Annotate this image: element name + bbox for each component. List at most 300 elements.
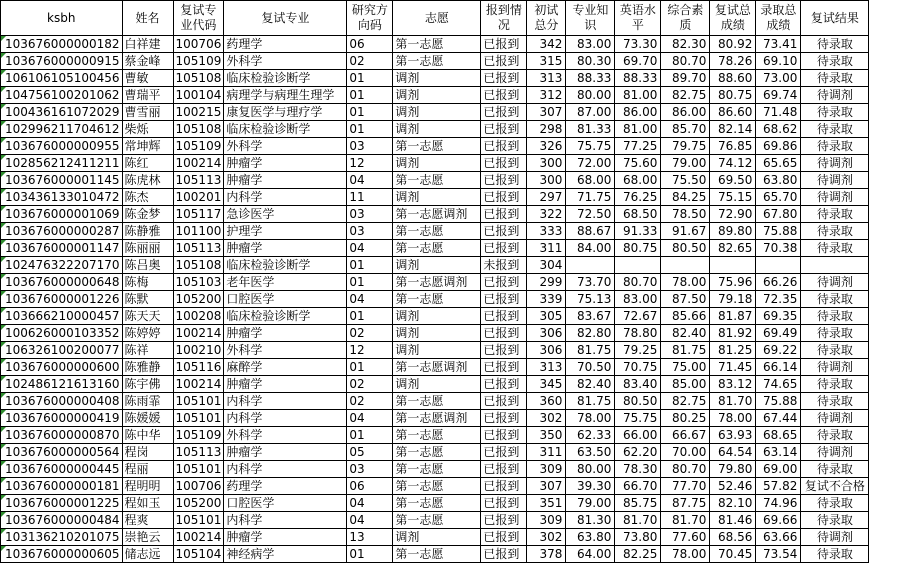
admission-total-cell[interactable]: 69.22 <box>756 342 801 359</box>
direction-code-cell[interactable]: 03 <box>347 138 393 155</box>
english-cell[interactable]: 91.33 <box>615 223 661 240</box>
initial-score-cell[interactable]: 311 <box>527 444 566 461</box>
direction-code-cell[interactable]: 01 <box>347 121 393 138</box>
initial-score-cell[interactable]: 350 <box>527 427 566 444</box>
ksbh-cell[interactable]: 103676000001147 <box>1 240 123 257</box>
result-cell[interactable]: 待录取 <box>801 546 869 563</box>
report-status-cell[interactable]: 已报到 <box>481 121 527 138</box>
result-cell[interactable]: 待调剂 <box>801 444 869 461</box>
retest-total-cell[interactable]: 86.60 <box>710 104 756 121</box>
major-code-cell[interactable]: 105101 <box>173 461 224 478</box>
retest-total-cell[interactable]: 78.26 <box>710 53 756 70</box>
major-cell[interactable]: 药理学 <box>224 36 347 53</box>
ksbh-cell[interactable]: 103136210201075 <box>1 529 123 546</box>
result-cell[interactable]: 待录取 <box>801 308 869 325</box>
professional-cell[interactable]: 62.33 <box>566 427 615 444</box>
english-cell[interactable]: 83.40 <box>615 376 661 393</box>
report-status-cell[interactable]: 已报到 <box>481 104 527 121</box>
admission-total-cell[interactable]: 63.80 <box>756 172 801 189</box>
initial-score-cell[interactable]: 297 <box>527 189 566 206</box>
preference-cell[interactable]: 第一志愿 <box>393 427 481 444</box>
ksbh-cell[interactable]: 103676000001226 <box>1 291 123 308</box>
col-header-report-status[interactable]: 报到情况 <box>481 1 527 36</box>
preference-cell[interactable]: 第一志愿 <box>393 444 481 461</box>
major-code-cell[interactable]: 100210 <box>173 342 224 359</box>
report-status-cell[interactable]: 已报到 <box>481 325 527 342</box>
report-status-cell[interactable]: 已报到 <box>481 393 527 410</box>
ksbh-cell[interactable]: 103676000000955 <box>1 138 123 155</box>
initial-score-cell[interactable]: 300 <box>527 172 566 189</box>
english-cell[interactable] <box>615 257 661 274</box>
preference-cell[interactable]: 第一志愿 <box>393 53 481 70</box>
name-cell[interactable]: 白祥建 <box>122 36 173 53</box>
preference-cell[interactable]: 第一志愿 <box>393 495 481 512</box>
english-cell[interactable]: 76.25 <box>615 189 661 206</box>
major-code-cell[interactable]: 105108 <box>173 70 224 87</box>
initial-score-cell[interactable]: 309 <box>527 512 566 529</box>
major-cell[interactable]: 外科学 <box>224 53 347 70</box>
retest-total-cell[interactable]: 81.46 <box>710 512 756 529</box>
comprehensive-cell[interactable]: 87.50 <box>661 291 710 308</box>
major-code-cell[interactable]: 100706 <box>173 478 224 495</box>
direction-code-cell[interactable]: 11 <box>347 189 393 206</box>
admission-total-cell[interactable]: 63.14 <box>756 444 801 461</box>
major-cell[interactable]: 内科学 <box>224 410 347 427</box>
initial-score-cell[interactable]: 305 <box>527 308 566 325</box>
ksbh-cell[interactable]: 102486121613160 <box>1 376 123 393</box>
comprehensive-cell[interactable]: 84.25 <box>661 189 710 206</box>
comprehensive-cell[interactable]: 81.70 <box>661 512 710 529</box>
result-cell[interactable]: 待录取 <box>801 121 869 138</box>
english-cell[interactable]: 69.70 <box>615 53 661 70</box>
major-cell[interactable]: 肿瘤学 <box>224 529 347 546</box>
english-cell[interactable]: 75.75 <box>615 410 661 427</box>
major-code-cell[interactable]: 100104 <box>173 87 224 104</box>
admission-total-cell[interactable]: 69.00 <box>756 461 801 478</box>
english-cell[interactable]: 72.67 <box>615 308 661 325</box>
report-status-cell[interactable]: 已报到 <box>481 36 527 53</box>
initial-score-cell[interactable]: 378 <box>527 546 566 563</box>
admission-total-cell[interactable]: 65.70 <box>756 189 801 206</box>
professional-cell[interactable]: 82.80 <box>566 325 615 342</box>
major-cell[interactable]: 老年医学 <box>224 274 347 291</box>
report-status-cell[interactable]: 已报到 <box>481 53 527 70</box>
major-cell[interactable]: 护理学 <box>224 223 347 240</box>
direction-code-cell[interactable]: 01 <box>347 359 393 376</box>
preference-cell[interactable]: 调剂 <box>393 155 481 172</box>
major-code-cell[interactable]: 105103 <box>173 274 224 291</box>
major-cell[interactable]: 内科学 <box>224 461 347 478</box>
report-status-cell[interactable]: 已报到 <box>481 444 527 461</box>
english-cell[interactable]: 80.70 <box>615 274 661 291</box>
retest-total-cell[interactable]: 71.45 <box>710 359 756 376</box>
comprehensive-cell[interactable]: 85.70 <box>661 121 710 138</box>
admission-total-cell[interactable]: 57.82 <box>756 478 801 495</box>
major-cell[interactable]: 外科学 <box>224 427 347 444</box>
retest-total-cell[interactable]: 82.10 <box>710 495 756 512</box>
direction-code-cell[interactable]: 01 <box>347 308 393 325</box>
comprehensive-cell[interactable]: 70.00 <box>661 444 710 461</box>
name-cell[interactable]: 柴烁 <box>122 121 173 138</box>
direction-code-cell[interactable]: 04 <box>347 172 393 189</box>
result-cell[interactable]: 待调剂 <box>801 529 869 546</box>
admission-total-cell[interactable]: 66.14 <box>756 359 801 376</box>
comprehensive-cell[interactable]: 82.75 <box>661 87 710 104</box>
major-code-cell[interactable]: 105101 <box>173 393 224 410</box>
report-status-cell[interactable]: 已报到 <box>481 478 527 495</box>
major-cell[interactable]: 康复医学与理疗学 <box>224 104 347 121</box>
direction-code-cell[interactable]: 01 <box>347 546 393 563</box>
name-cell[interactable]: 陈婷婷 <box>122 325 173 342</box>
major-cell[interactable]: 肿瘤学 <box>224 444 347 461</box>
direction-code-cell[interactable]: 04 <box>347 512 393 529</box>
retest-total-cell[interactable]: 64.54 <box>710 444 756 461</box>
major-cell[interactable]: 口腔医学 <box>224 291 347 308</box>
major-code-cell[interactable]: 100214 <box>173 376 224 393</box>
name-cell[interactable]: 储志远 <box>122 546 173 563</box>
result-cell[interactable]: 待调剂 <box>801 189 869 206</box>
major-code-cell[interactable]: 100208 <box>173 308 224 325</box>
admission-total-cell[interactable]: 69.35 <box>756 308 801 325</box>
initial-score-cell[interactable]: 307 <box>527 104 566 121</box>
report-status-cell[interactable]: 已报到 <box>481 172 527 189</box>
report-status-cell[interactable]: 已报到 <box>481 274 527 291</box>
retest-total-cell[interactable]: 63.93 <box>710 427 756 444</box>
direction-code-cell[interactable]: 12 <box>347 155 393 172</box>
major-code-cell[interactable]: 105109 <box>173 53 224 70</box>
professional-cell[interactable]: 83.67 <box>566 308 615 325</box>
english-cell[interactable]: 81.70 <box>615 512 661 529</box>
major-code-cell[interactable]: 100215 <box>173 104 224 121</box>
name-cell[interactable]: 陈吕奥 <box>122 257 173 274</box>
major-code-cell[interactable]: 100706 <box>173 36 224 53</box>
name-cell[interactable]: 崇艳云 <box>122 529 173 546</box>
major-code-cell[interactable]: 100201 <box>173 189 224 206</box>
preference-cell[interactable]: 第一志愿 <box>393 172 481 189</box>
preference-cell[interactable]: 第一志愿 <box>393 478 481 495</box>
major-cell[interactable]: 外科学 <box>224 342 347 359</box>
report-status-cell[interactable]: 已报到 <box>481 359 527 376</box>
result-cell[interactable]: 待录取 <box>801 138 869 155</box>
preference-cell[interactable]: 调剂 <box>393 121 481 138</box>
ksbh-cell[interactable]: 104756100201062 <box>1 87 123 104</box>
admission-total-cell[interactable]: 69.86 <box>756 138 801 155</box>
preference-cell[interactable]: 第一志愿 <box>393 512 481 529</box>
admission-total-cell[interactable]: 73.41 <box>756 36 801 53</box>
retest-total-cell[interactable]: 52.46 <box>710 478 756 495</box>
ksbh-cell[interactable]: 102856212411211 <box>1 155 123 172</box>
report-status-cell[interactable]: 已报到 <box>481 512 527 529</box>
admission-total-cell[interactable]: 69.10 <box>756 53 801 70</box>
english-cell[interactable]: 82.25 <box>615 546 661 563</box>
retest-total-cell[interactable] <box>710 257 756 274</box>
major-cell[interactable]: 口腔医学 <box>224 495 347 512</box>
major-cell[interactable]: 内科学 <box>224 393 347 410</box>
ksbh-cell[interactable]: 103676000000870 <box>1 427 123 444</box>
col-header-result[interactable]: 复试结果 <box>801 1 869 36</box>
professional-cell[interactable]: 81.33 <box>566 121 615 138</box>
report-status-cell[interactable]: 已报到 <box>481 87 527 104</box>
major-code-cell[interactable]: 105117 <box>173 206 224 223</box>
retest-total-cell[interactable]: 75.96 <box>710 274 756 291</box>
english-cell[interactable]: 88.33 <box>615 70 661 87</box>
preference-cell[interactable]: 调剂 <box>393 342 481 359</box>
ksbh-cell[interactable]: 103676000000564 <box>1 444 123 461</box>
admission-total-cell[interactable]: 65.65 <box>756 155 801 172</box>
initial-score-cell[interactable]: 333 <box>527 223 566 240</box>
major-code-cell[interactable]: 105109 <box>173 427 224 444</box>
name-cell[interactable]: 曹雪丽 <box>122 104 173 121</box>
professional-cell[interactable]: 79.00 <box>566 495 615 512</box>
result-cell[interactable]: 待调剂 <box>801 410 869 427</box>
comprehensive-cell[interactable]: 82.75 <box>661 393 710 410</box>
retest-total-cell[interactable]: 81.70 <box>710 393 756 410</box>
initial-score-cell[interactable]: 313 <box>527 70 566 87</box>
preference-cell[interactable]: 第一志愿 <box>393 546 481 563</box>
col-header-english[interactable]: 英语水平 <box>615 1 661 36</box>
result-cell[interactable]: 待录取 <box>801 427 869 444</box>
comprehensive-cell[interactable]: 86.00 <box>661 104 710 121</box>
name-cell[interactable]: 陈默 <box>122 291 173 308</box>
major-code-cell[interactable]: 105108 <box>173 257 224 274</box>
ksbh-cell[interactable]: 103676000000605 <box>1 546 123 563</box>
professional-cell[interactable]: 81.75 <box>566 393 615 410</box>
direction-code-cell[interactable]: 06 <box>347 478 393 495</box>
professional-cell[interactable]: 87.00 <box>566 104 615 121</box>
report-status-cell[interactable]: 已报到 <box>481 376 527 393</box>
professional-cell[interactable]: 80.30 <box>566 53 615 70</box>
result-cell[interactable]: 待调剂 <box>801 172 869 189</box>
major-code-cell[interactable]: 100214 <box>173 155 224 172</box>
professional-cell[interactable]: 64.00 <box>566 546 615 563</box>
result-cell[interactable]: 待录取 <box>801 70 869 87</box>
direction-code-cell[interactable]: 01 <box>347 257 393 274</box>
name-cell[interactable]: 程如玉 <box>122 495 173 512</box>
comprehensive-cell[interactable]: 85.66 <box>661 308 710 325</box>
comprehensive-cell[interactable]: 79.00 <box>661 155 710 172</box>
ksbh-cell[interactable]: 103676000000408 <box>1 393 123 410</box>
major-cell[interactable]: 肿瘤学 <box>224 325 347 342</box>
major-cell[interactable]: 肿瘤学 <box>224 155 347 172</box>
admission-total-cell[interactable]: 70.38 <box>756 240 801 257</box>
admission-total-cell[interactable]: 73.54 <box>756 546 801 563</box>
report-status-cell[interactable]: 已报到 <box>481 308 527 325</box>
direction-code-cell[interactable]: 03 <box>347 206 393 223</box>
preference-cell[interactable]: 第一志愿 <box>393 36 481 53</box>
professional-cell[interactable]: 63.80 <box>566 529 615 546</box>
preference-cell[interactable]: 第一志愿 <box>393 291 481 308</box>
comprehensive-cell[interactable]: 78.00 <box>661 274 710 291</box>
comprehensive-cell[interactable]: 87.75 <box>661 495 710 512</box>
ksbh-cell[interactable]: 100436161072029 <box>1 104 123 121</box>
comprehensive-cell[interactable]: 77.60 <box>661 529 710 546</box>
direction-code-cell[interactable]: 04 <box>347 240 393 257</box>
english-cell[interactable]: 81.00 <box>615 121 661 138</box>
ksbh-cell[interactable]: 103676000000915 <box>1 53 123 70</box>
result-cell[interactable]: 复试不合格 <box>801 478 869 495</box>
admission-total-cell[interactable]: 67.80 <box>756 206 801 223</box>
professional-cell[interactable]: 81.75 <box>566 342 615 359</box>
major-cell[interactable]: 临床检验诊断学 <box>224 308 347 325</box>
major-cell[interactable]: 急诊医学 <box>224 206 347 223</box>
result-cell[interactable]: 待调剂 <box>801 155 869 172</box>
result-cell[interactable] <box>801 257 869 274</box>
major-code-cell[interactable]: 101100 <box>173 223 224 240</box>
result-cell[interactable]: 待录取 <box>801 223 869 240</box>
col-header-admission-total[interactable]: 录取总成绩 <box>756 1 801 36</box>
admission-total-cell[interactable]: 68.65 <box>756 427 801 444</box>
comprehensive-cell[interactable]: 80.70 <box>661 461 710 478</box>
english-cell[interactable]: 81.00 <box>615 87 661 104</box>
comprehensive-cell[interactable]: 80.70 <box>661 53 710 70</box>
result-cell[interactable]: 待录取 <box>801 325 869 342</box>
direction-code-cell[interactable]: 05 <box>347 444 393 461</box>
initial-score-cell[interactable]: 304 <box>527 257 566 274</box>
english-cell[interactable]: 83.00 <box>615 291 661 308</box>
result-cell[interactable]: 待录取 <box>801 393 869 410</box>
professional-cell[interactable]: 71.75 <box>566 189 615 206</box>
initial-score-cell[interactable]: 306 <box>527 325 566 342</box>
major-cell[interactable]: 外科学 <box>224 138 347 155</box>
ksbh-cell[interactable]: 100626000103352 <box>1 325 123 342</box>
admission-total-cell[interactable]: 69.66 <box>756 512 801 529</box>
direction-code-cell[interactable]: 02 <box>347 325 393 342</box>
major-code-cell[interactable]: 105104 <box>173 546 224 563</box>
comprehensive-cell[interactable]: 89.70 <box>661 70 710 87</box>
initial-score-cell[interactable]: 298 <box>527 121 566 138</box>
english-cell[interactable]: 86.00 <box>615 104 661 121</box>
english-cell[interactable]: 66.00 <box>615 427 661 444</box>
professional-cell[interactable]: 80.00 <box>566 87 615 104</box>
professional-cell[interactable]: 63.50 <box>566 444 615 461</box>
col-header-name[interactable]: 姓名 <box>122 1 173 36</box>
english-cell[interactable]: 78.30 <box>615 461 661 478</box>
major-cell[interactable]: 临床检验诊断学 <box>224 121 347 138</box>
preference-cell[interactable]: 调剂 <box>393 70 481 87</box>
english-cell[interactable]: 68.00 <box>615 172 661 189</box>
name-cell[interactable]: 程丽 <box>122 461 173 478</box>
name-cell[interactable]: 陈梅 <box>122 274 173 291</box>
direction-code-cell[interactable]: 03 <box>347 461 393 478</box>
ksbh-cell[interactable]: 103676000000419 <box>1 410 123 427</box>
retest-total-cell[interactable]: 80.92 <box>710 36 756 53</box>
admission-total-cell[interactable]: 69.74 <box>756 87 801 104</box>
comprehensive-cell[interactable]: 80.25 <box>661 410 710 427</box>
direction-code-cell[interactable]: 01 <box>347 70 393 87</box>
retest-total-cell[interactable]: 69.50 <box>710 172 756 189</box>
col-header-ksbh[interactable]: ksbh <box>1 1 123 36</box>
retest-total-cell[interactable]: 81.92 <box>710 325 756 342</box>
direction-code-cell[interactable]: 01 <box>347 274 393 291</box>
admission-total-cell[interactable]: 74.96 <box>756 495 801 512</box>
major-cell[interactable]: 临床检验诊断学 <box>224 257 347 274</box>
report-status-cell[interactable]: 已报到 <box>481 189 527 206</box>
report-status-cell[interactable]: 已报到 <box>481 291 527 308</box>
col-header-major-code[interactable]: 复试专业代码 <box>173 1 224 36</box>
direction-code-cell[interactable]: 03 <box>347 223 393 240</box>
direction-code-cell[interactable]: 13 <box>347 529 393 546</box>
initial-score-cell[interactable]: 360 <box>527 393 566 410</box>
col-header-major[interactable]: 复试专业 <box>224 1 347 36</box>
major-cell[interactable]: 麻醉学 <box>224 359 347 376</box>
initial-score-cell[interactable]: 313 <box>527 359 566 376</box>
name-cell[interactable]: 陈雨霏 <box>122 393 173 410</box>
english-cell[interactable]: 73.80 <box>615 529 661 546</box>
result-cell[interactable]: 待录取 <box>801 36 869 53</box>
major-cell[interactable]: 肿瘤学 <box>224 172 347 189</box>
result-cell[interactable]: 待录取 <box>801 495 869 512</box>
ksbh-cell[interactable]: 103676000000648 <box>1 274 123 291</box>
major-cell[interactable]: 内科学 <box>224 189 347 206</box>
comprehensive-cell[interactable]: 81.75 <box>661 342 710 359</box>
retest-total-cell[interactable]: 70.45 <box>710 546 756 563</box>
initial-score-cell[interactable]: 306 <box>527 342 566 359</box>
initial-score-cell[interactable]: 351 <box>527 495 566 512</box>
name-cell[interactable]: 程爽 <box>122 512 173 529</box>
name-cell[interactable]: 陈虎林 <box>122 172 173 189</box>
report-status-cell[interactable]: 已报到 <box>481 155 527 172</box>
ksbh-cell[interactable]: 102996211704612 <box>1 121 123 138</box>
ksbh-cell[interactable]: 103676000001069 <box>1 206 123 223</box>
retest-total-cell[interactable]: 81.87 <box>710 308 756 325</box>
report-status-cell[interactable]: 已报到 <box>481 427 527 444</box>
english-cell[interactable]: 80.75 <box>615 240 661 257</box>
initial-score-cell[interactable]: 309 <box>527 461 566 478</box>
preference-cell[interactable]: 调剂 <box>393 189 481 206</box>
col-header-comprehensive[interactable]: 综合素质 <box>661 1 710 36</box>
name-cell[interactable]: 陈媛媛 <box>122 410 173 427</box>
comprehensive-cell[interactable]: 85.00 <box>661 376 710 393</box>
preference-cell[interactable]: 第一志愿调剂 <box>393 274 481 291</box>
name-cell[interactable]: 陈中华 <box>122 427 173 444</box>
preference-cell[interactable]: 调剂 <box>393 104 481 121</box>
professional-cell[interactable]: 68.00 <box>566 172 615 189</box>
name-cell[interactable]: 陈杰 <box>122 189 173 206</box>
initial-score-cell[interactable]: 339 <box>527 291 566 308</box>
ksbh-cell[interactable]: 103676000001225 <box>1 495 123 512</box>
english-cell[interactable]: 79.25 <box>615 342 661 359</box>
result-cell[interactable]: 待录取 <box>801 461 869 478</box>
result-cell[interactable]: 待调剂 <box>801 274 869 291</box>
comprehensive-cell[interactable]: 79.75 <box>661 138 710 155</box>
admission-total-cell[interactable]: 66.26 <box>756 274 801 291</box>
retest-total-cell[interactable]: 74.12 <box>710 155 756 172</box>
admission-total-cell[interactable]: 75.88 <box>756 393 801 410</box>
retest-total-cell[interactable]: 79.18 <box>710 291 756 308</box>
result-cell[interactable]: 待录取 <box>801 342 869 359</box>
admission-total-cell[interactable]: 75.88 <box>756 223 801 240</box>
preference-cell[interactable]: 第一志愿调剂 <box>393 206 481 223</box>
professional-cell[interactable]: 73.70 <box>566 274 615 291</box>
professional-cell[interactable]: 88.33 <box>566 70 615 87</box>
major-cell[interactable]: 病理学与病理生理学 <box>224 87 347 104</box>
result-cell[interactable]: 待录取 <box>801 291 869 308</box>
retest-total-cell[interactable]: 78.00 <box>710 410 756 427</box>
initial-score-cell[interactable]: 342 <box>527 36 566 53</box>
comprehensive-cell[interactable] <box>661 257 710 274</box>
direction-code-cell[interactable]: 02 <box>347 53 393 70</box>
preference-cell[interactable]: 第一志愿 <box>393 138 481 155</box>
english-cell[interactable]: 85.75 <box>615 495 661 512</box>
initial-score-cell[interactable]: 302 <box>527 410 566 427</box>
professional-cell[interactable]: 80.00 <box>566 461 615 478</box>
direction-code-cell[interactable]: 06 <box>347 36 393 53</box>
english-cell[interactable]: 70.75 <box>615 359 661 376</box>
professional-cell[interactable]: 72.00 <box>566 155 615 172</box>
result-cell[interactable]: 待录取 <box>801 104 869 121</box>
professional-cell[interactable]: 75.75 <box>566 138 615 155</box>
name-cell[interactable]: 陈宇佛 <box>122 376 173 393</box>
